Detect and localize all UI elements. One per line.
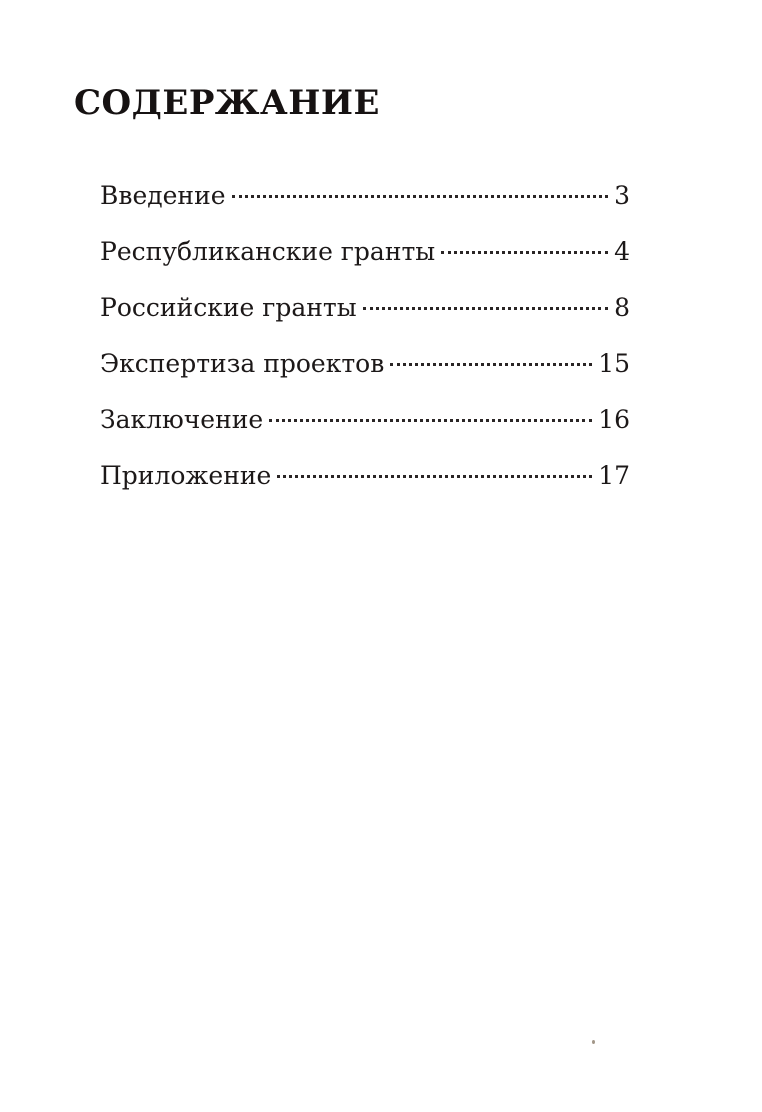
dot-leader: [363, 307, 608, 310]
toc-entry-title: Заключение: [100, 405, 264, 434]
toc-entry-title: Приложение: [100, 461, 272, 490]
toc-entry-page: 16: [598, 405, 630, 434]
dot-leader: [390, 363, 592, 366]
toc-entry-conclusion: [100, 400, 630, 456]
table-of-contents: [100, 176, 630, 512]
dot-leader: [277, 475, 592, 478]
toc-entry-introduction: [100, 176, 630, 232]
toc-entry-page: 4: [614, 237, 630, 266]
toc-entry-republican-grants: [100, 232, 630, 288]
toc-entry-title: Российские гранты: [100, 293, 357, 322]
toc-entry-page: 17: [598, 461, 630, 490]
dot-leader: [269, 419, 592, 422]
toc-entry-title: Введение: [100, 181, 226, 210]
dot-leader: [441, 251, 608, 254]
dot-leader: [232, 195, 609, 198]
toc-entry-project-expertise: [100, 344, 630, 400]
toc-entry-appendix: [100, 456, 630, 512]
paper-speck: [592, 1040, 595, 1044]
toc-entry-page: 3: [614, 181, 630, 210]
page-title: СОДЕРЖАНИЕ: [74, 83, 380, 123]
toc-entry-page: 8: [614, 293, 630, 322]
toc-entry-title: Республиканские гранты: [100, 237, 436, 266]
toc-entry-russian-grants: [100, 288, 630, 344]
toc-entry-page: 15: [598, 349, 630, 378]
toc-entry-title: Экспертиза проектов: [100, 349, 385, 378]
